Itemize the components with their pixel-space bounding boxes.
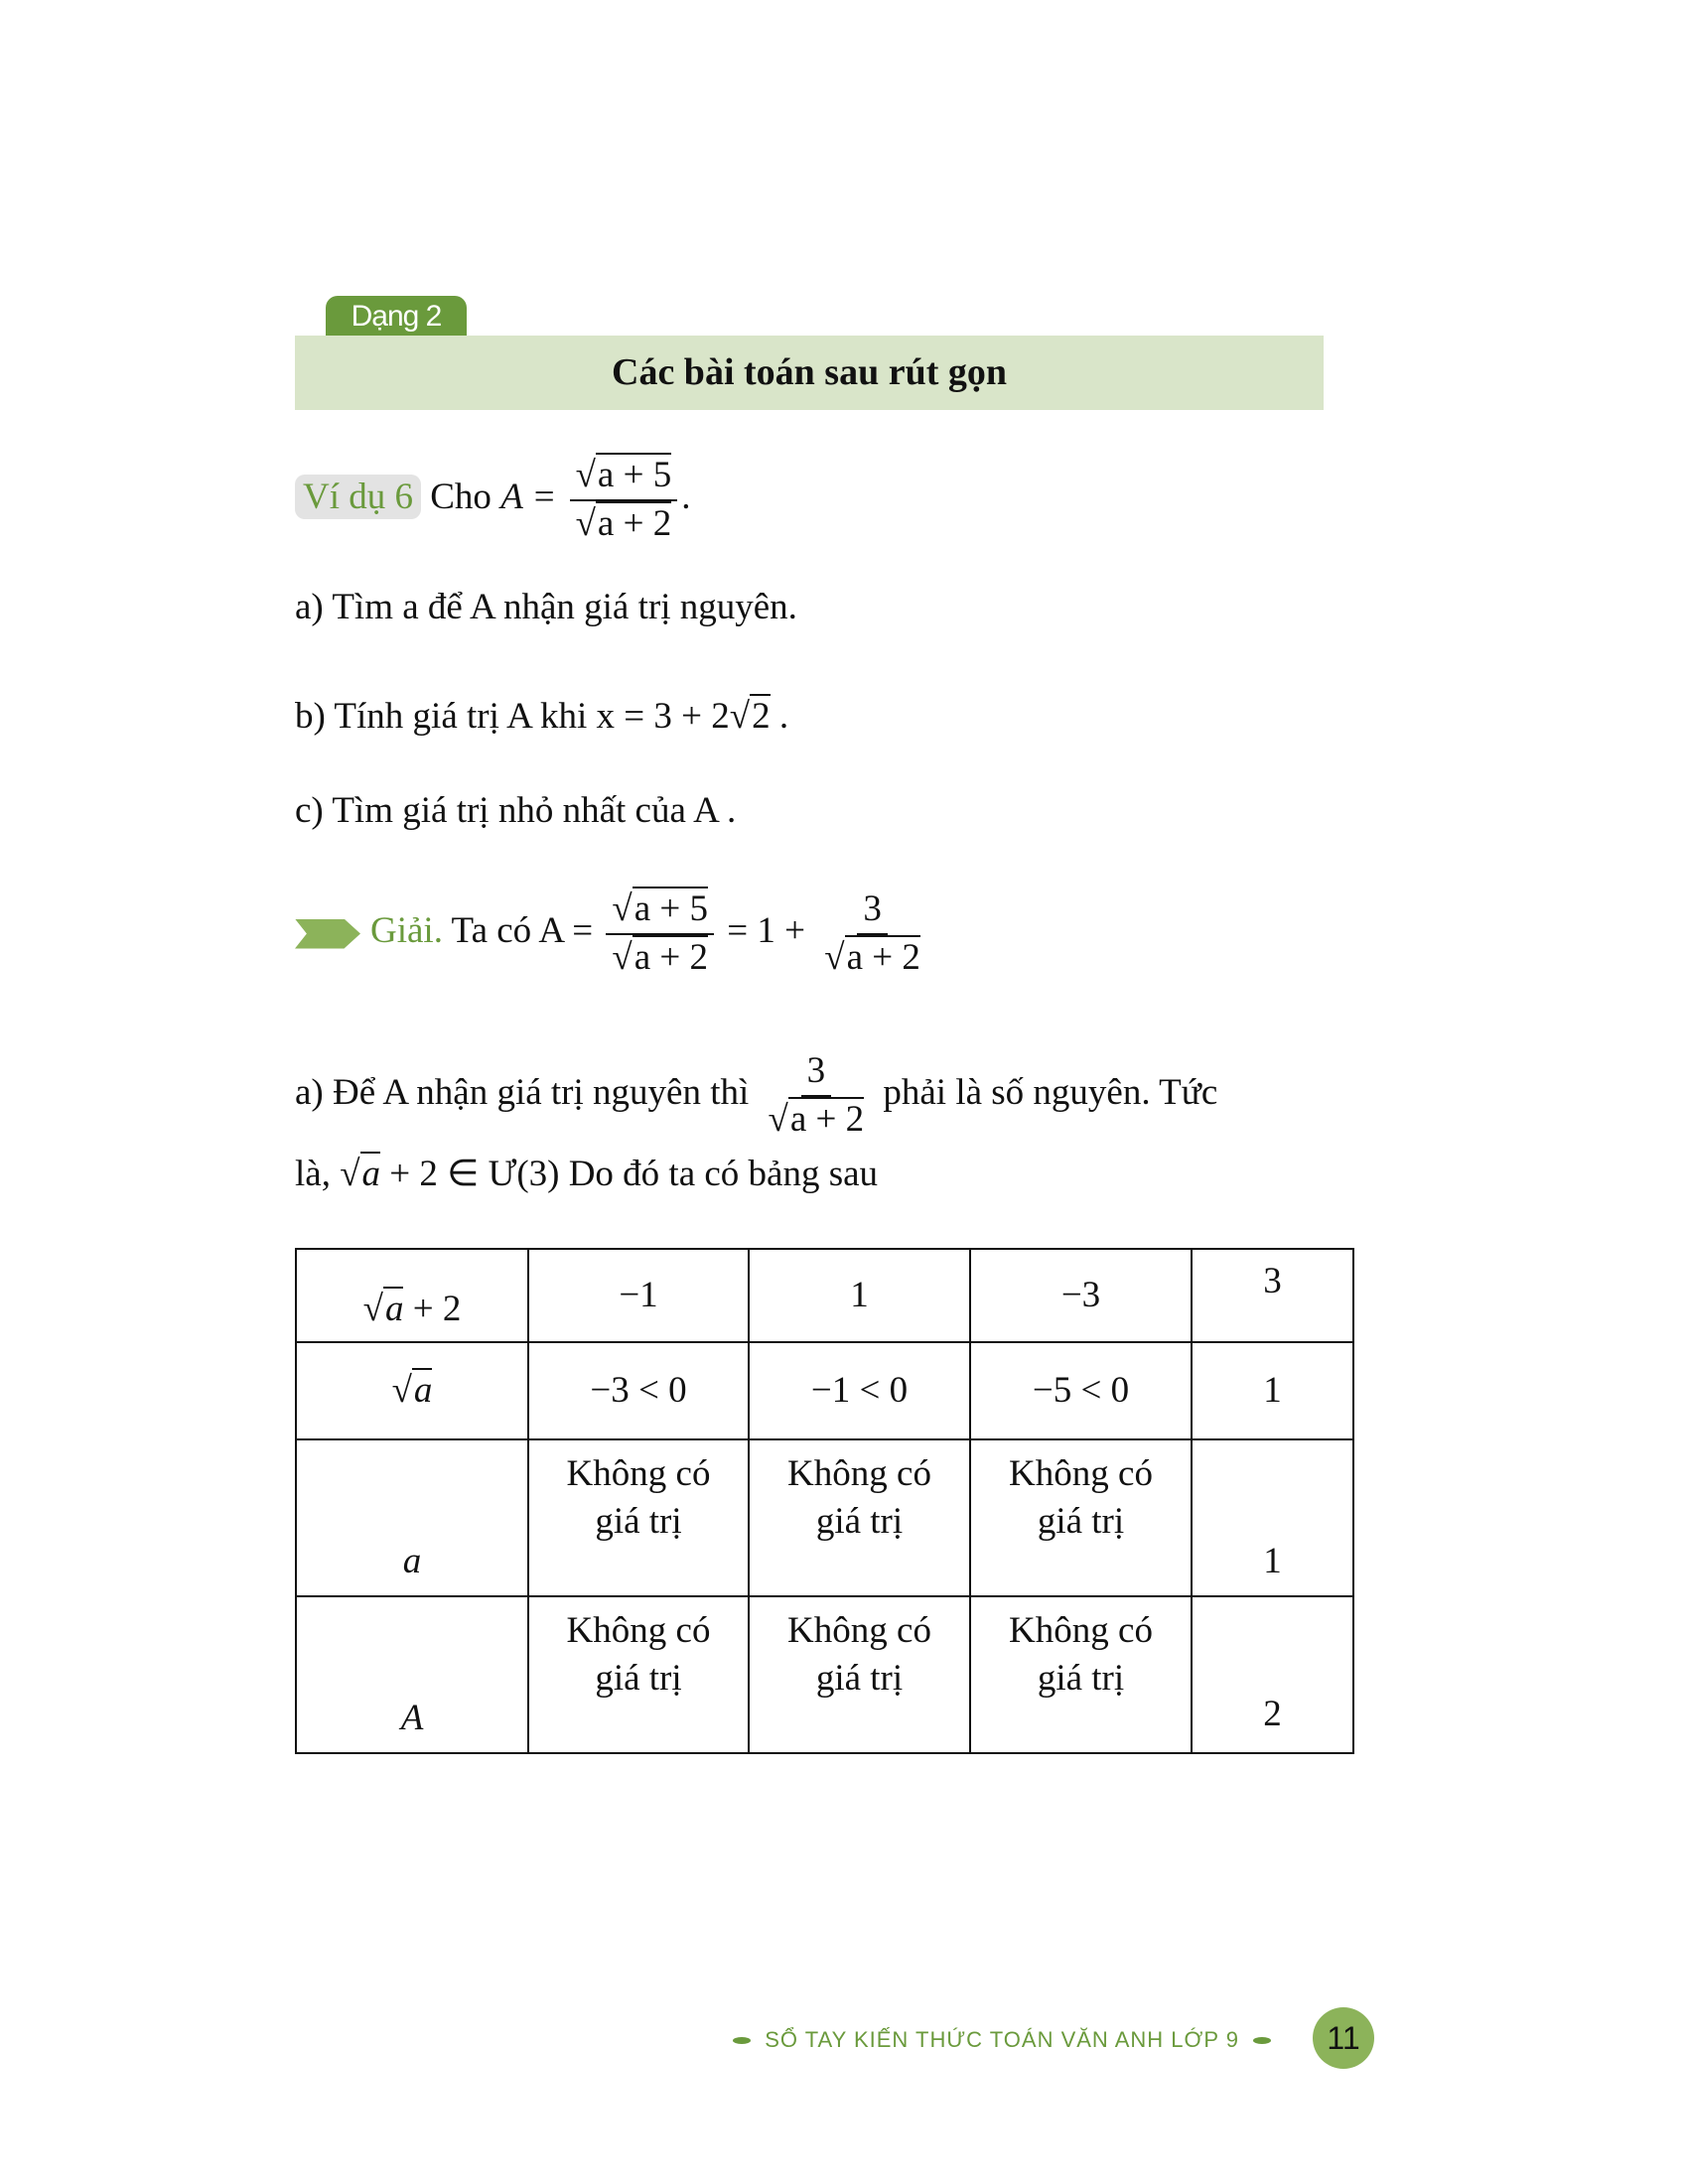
fraction: $\frac{3}{√a + 2}$ xyxy=(824,888,920,978)
table-cell: 1 xyxy=(749,1249,970,1342)
sol-a-post: phải là số nguyên. Tức xyxy=(883,1072,1218,1114)
arrow-icon xyxy=(295,919,360,949)
numerator: a + 5 xyxy=(597,455,672,495)
solution-a2: là, √a + 2 ∈ Ư(3) Do đó ta có bảng sau xyxy=(295,1154,879,1194)
table-row xyxy=(296,1596,1353,1753)
table-cell: Không có giá trị xyxy=(528,1596,749,1753)
row-header: √a xyxy=(296,1342,528,1439)
leaf-icon xyxy=(733,2037,751,2044)
table-cell: 2 xyxy=(1192,1596,1353,1753)
rad: a xyxy=(413,1369,433,1411)
table-cell: −3 < 0 xyxy=(528,1342,749,1439)
example-statement xyxy=(295,455,690,545)
table-cell: Không có giá trị xyxy=(749,1596,970,1753)
row-header: √a + 2 xyxy=(296,1249,528,1342)
head-post: + 2 xyxy=(403,1288,462,1329)
question-b: b) Tính giá trị A khi x = 3 + 2√2 . xyxy=(295,696,789,737)
table-cell: Không có giá trị xyxy=(528,1439,749,1596)
denominator: a + 2 xyxy=(846,936,920,978)
solution-a xyxy=(295,1050,1217,1141)
sol-a-pre: a) Để A nhận giá trị nguyên thì xyxy=(295,1072,750,1114)
numerator: 3 xyxy=(801,1050,832,1097)
table-row xyxy=(296,1342,1353,1439)
section-tab: Dạng 2 xyxy=(326,296,467,336)
question-a: a) Tìm a để A nhận giá trị nguyên. xyxy=(295,587,797,627)
example-label: Ví dụ 6 xyxy=(295,475,421,519)
table-cell: Không có giá trị xyxy=(970,1596,1192,1753)
value-table xyxy=(295,1248,1354,1754)
row-header: A xyxy=(400,1697,424,1738)
table-cell: Không có giá trị xyxy=(970,1439,1192,1596)
q-b-rad: 2 xyxy=(752,696,771,737)
table-cell: −5 < 0 xyxy=(970,1342,1192,1439)
table-row xyxy=(296,1439,1353,1596)
section-title: Các bài toán sau rút gọn xyxy=(295,336,1324,410)
page-number: 11 xyxy=(1313,2007,1374,2069)
leaf-icon xyxy=(1253,2037,1271,2044)
table-cell: 3 xyxy=(1192,1249,1353,1342)
denominator: a + 2 xyxy=(597,502,672,544)
q-b-end: . xyxy=(770,696,789,737)
fraction: $\frac{3}{√a + 2}$ xyxy=(768,1050,865,1140)
table-row xyxy=(296,1249,1353,1342)
denominator: a + 2 xyxy=(789,1098,865,1140)
table-cell: −1 xyxy=(528,1249,749,1342)
solution-intro xyxy=(295,888,930,979)
table-cell: Không có giá trị xyxy=(749,1439,970,1596)
intro: Cho xyxy=(430,477,492,518)
table-cell: −3 xyxy=(970,1249,1192,1342)
question-c: c) Tìm giá trị nhỏ nhất của A . xyxy=(295,790,737,831)
sol-a2-post: + 2 ∈ Ư(3) Do đó ta có bảng sau xyxy=(389,1154,879,1194)
denominator: a + 2 xyxy=(633,936,709,978)
end: . xyxy=(681,477,691,518)
table-cell: −1 < 0 xyxy=(749,1342,970,1439)
numerator: 3 xyxy=(857,888,888,935)
lhs: A = xyxy=(500,477,557,518)
rad: a xyxy=(361,1154,381,1194)
table-cell: 1 xyxy=(1192,1342,1353,1439)
sol-intro: Ta có A = xyxy=(451,910,594,952)
solution-label: Giải. xyxy=(370,910,443,952)
fraction: $\frac{√a + 5}{√a + 2}$ xyxy=(606,888,714,979)
q-b-text: b) Tính giá trị A khi x = 3 + 2 xyxy=(295,696,730,737)
numerator: a + 5 xyxy=(633,888,709,929)
sol-a2-pre: là, xyxy=(295,1154,331,1194)
footer xyxy=(733,2025,1271,2055)
eq: = 1 + xyxy=(727,910,806,952)
table-cell: 1 xyxy=(1192,1439,1353,1596)
fraction: $\frac{√a + 5}{√a + 2}$ xyxy=(570,455,678,545)
footer-text: SỔ TAY KIẾN THỨC TOÁN VĂN ANH LỚP 9 xyxy=(765,2027,1239,2052)
rad: a xyxy=(384,1288,404,1329)
row-header: a xyxy=(402,1540,422,1581)
